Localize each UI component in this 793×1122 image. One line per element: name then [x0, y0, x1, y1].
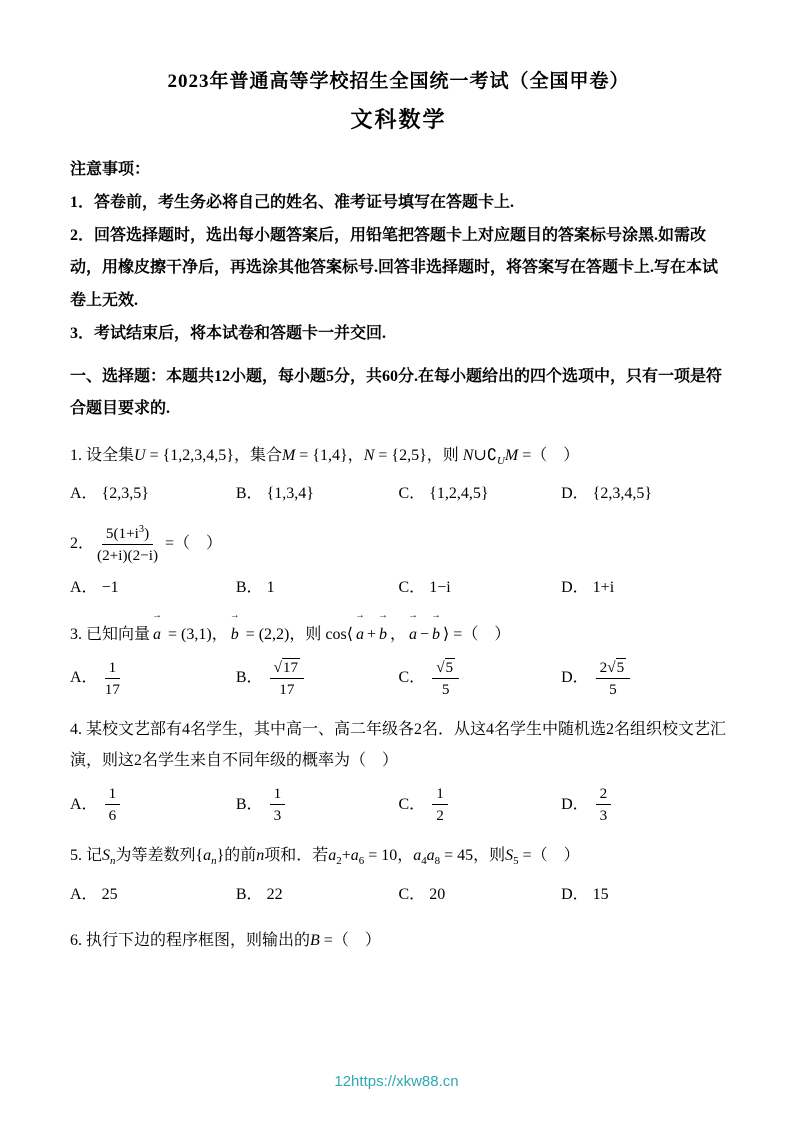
notice-item-1: 1．答卷前，考生务必将自己的姓名、准考证号填写在答题卡上.	[70, 193, 515, 211]
option-content-b: $\frac{1}{3}$	[267, 784, 289, 825]
notice-section	[70, 154, 727, 351]
option-label-d: D．	[561, 885, 589, 903]
question-2	[70, 524, 727, 603]
option-label-c: C．	[398, 579, 426, 597]
question-2-option-d	[561, 573, 727, 603]
footer-watermark: 12https://xkw88.cn	[334, 1073, 459, 1090]
question-3-option-b	[236, 658, 399, 699]
option-label-b: B．	[235, 795, 263, 813]
option-content-d: 1+i	[592, 579, 615, 597]
option-label-a: A．	[70, 795, 98, 813]
question-3-stem: 3. 已知向量 → a = (3,1)， → b = (2,2)，则 cos⟨ → a + → b ， → a − → b ⟩ =（ ）	[70, 619, 727, 650]
option-label-d: D．	[561, 669, 589, 687]
question-4-option-d	[561, 784, 727, 825]
question-1-option-a	[70, 479, 236, 509]
question-3-option-a	[70, 658, 236, 699]
option-label-c: C．	[398, 669, 426, 687]
option-label-d: D．	[561, 484, 589, 502]
question-5-option-a	[70, 880, 236, 910]
question-1-options	[70, 479, 727, 509]
question-4-option-c	[399, 784, 562, 825]
option-content-b: {1,3,4}	[266, 484, 314, 502]
question-5-option-d	[561, 880, 727, 910]
question-1-option-d	[561, 479, 727, 509]
option-label-b: B．	[235, 484, 263, 502]
question-2-option-c	[399, 573, 562, 603]
option-content-c: $\frac{√5}{5}$	[429, 658, 462, 699]
question-1-stem: 1. 设全集U = {1,2,3,4,5}，集合M = {1,4}，N = {2,5}，则 $N\cup∁_UM$ =（ ）	[70, 446, 580, 467]
exam-subject: 文科数学	[350, 107, 447, 132]
option-label-a: A．	[70, 885, 98, 903]
option-label-a: A．	[70, 579, 98, 597]
question-5-option-c	[399, 880, 562, 910]
option-label-a: A．	[70, 669, 98, 687]
option-content-a: $\frac{1}{17}$	[104, 658, 120, 698]
option-content-a: −1	[101, 579, 119, 597]
question-2-option-a	[70, 573, 236, 603]
exam-title: 2023年普通高等学校招生全国统一考试（全国甲卷）	[167, 71, 630, 92]
question-4-option-b	[236, 784, 399, 825]
option-content-b: 22	[266, 885, 283, 903]
option-content-d: 15	[592, 885, 609, 903]
option-label-a: A．	[70, 484, 98, 502]
option-content-d: $\frac{2√5}{5}$	[593, 658, 634, 699]
exam-header	[70, 66, 727, 134]
option-content-c: $\frac{1}{2}$	[429, 784, 451, 825]
question-5	[70, 840, 727, 910]
section-heading: 一、选择题：本题共12小题，每小题5分，共60分.在每小题给出的四个选项中，只有一项是符合题目要求的.	[70, 367, 723, 417]
notice-heading: 注意事项：	[70, 161, 151, 178]
question-6-stem: 6. 执行下边的程序框图，则输出的B =（ ）	[70, 931, 381, 949]
question-3	[70, 619, 727, 699]
option-content-d: {2,3,4,5}	[592, 484, 653, 502]
option-label-b: B．	[235, 669, 263, 687]
option-content-c: {1,2,4,5}	[429, 484, 489, 502]
option-label-b: B．	[235, 579, 263, 597]
option-content-a: 25	[101, 885, 118, 903]
option-label-c: C．	[398, 885, 426, 903]
question-2-option-b	[236, 573, 399, 603]
question-4-stem: 4. 某校文艺部有4名学生，其中高一、高二年级各2名．从这4名学生中随机选2名组织校文艺汇演，则这2名学生来自不同年级的概率为（ ）	[70, 720, 727, 770]
option-label-d: D．	[561, 795, 589, 813]
option-content-d: $\frac{2}{3}$	[593, 784, 615, 825]
question-3-option-c	[399, 658, 562, 699]
option-content-a: $\frac{1}{6}$	[102, 784, 124, 825]
question-4-option-a	[70, 784, 236, 825]
option-content-b: $\frac{√17}{17}$	[267, 658, 308, 699]
option-label-b: B．	[235, 885, 263, 903]
option-label-c: C．	[398, 795, 426, 813]
question-1	[70, 440, 727, 510]
notice-item-3: 3．考试结束后，将本试卷和答题卡一并交回.	[70, 324, 387, 342]
question-2-stem: 2． $\frac{5(1+i^3)}{(2+i)(2-i)}$ =（ ）	[70, 524, 223, 565]
question-1-option-b	[236, 479, 399, 509]
option-content-c: 1−i	[429, 579, 451, 597]
option-content-c: 20	[429, 885, 446, 903]
question-3-options	[70, 658, 727, 699]
question-4-options	[70, 784, 727, 825]
option-content-b: 1	[266, 579, 275, 597]
question-6	[70, 925, 727, 956]
notice-item-2: 2．回答选择题时，选出每小题答案后，用铅笔把答题卡上对应题目的答案标号涂黑.如需改动，用橡皮擦干净后，再选涂其他答案标号.回答非选择题时，将答案写在答题卡上.写在本试卷上无效.	[70, 226, 719, 310]
option-content-a: {2,3,5}	[101, 484, 149, 502]
question-3-option-d	[561, 658, 727, 699]
question-5-options	[70, 880, 727, 910]
question-5-stem: 5. 记$S_n$为等差数列$\{a_n\}$的前n项和．若$a_2+a_6 = 10$，$a_4a_8 = 45$，则$S_5$ =（ ）	[70, 847, 580, 868]
question-4	[70, 714, 727, 825]
question-1-option-c	[399, 479, 562, 509]
question-2-options	[70, 573, 727, 603]
question-5-option-b	[236, 880, 399, 910]
option-label-d: D．	[561, 579, 589, 597]
option-label-c: C．	[398, 484, 426, 502]
